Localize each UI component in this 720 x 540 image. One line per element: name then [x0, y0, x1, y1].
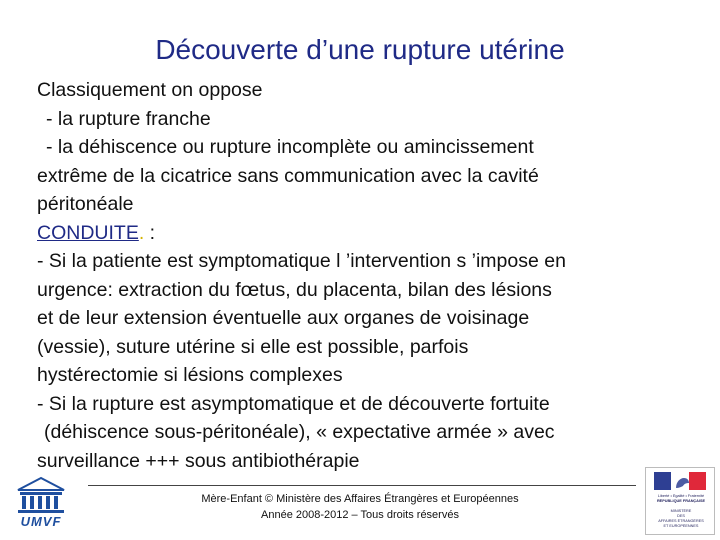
- footer-divider: [88, 485, 636, 486]
- slide-body: [37, 76, 697, 475]
- logo-ministry-line3: AFFAIRES ÉTRANGÈRES: [658, 519, 704, 523]
- columns-icon: [12, 476, 70, 514]
- footer-copyright: Mère-Enfant © Ministère des Affaires Étrangères et Européennes: [201, 493, 519, 505]
- logo-motto: Liberté • Égalité • Fraternité: [657, 494, 705, 498]
- conduite-colon: :: [144, 221, 156, 244]
- conduite-label: CONDUITE: [37, 221, 139, 244]
- body-line: (déhiscence sous-péritonéale), « expectative armée » avec: [44, 421, 555, 443]
- umvf-label: UMVF: [20, 514, 62, 529]
- body-line: péritonéale: [37, 193, 134, 215]
- footer-years: Année 2008-2012 – Tous droits réservés: [261, 509, 459, 521]
- body-line: - Si la rupture est asymptomatique et de découverte fortuite: [37, 392, 550, 415]
- logo-ministry-line1: MINISTÈRE: [670, 509, 692, 513]
- body-line: hystérectomie si lésions complexes: [37, 364, 343, 386]
- marianne-flag-icon: [646, 470, 714, 492]
- body-line: et de leur extension éventuelle aux organes de voisinage: [37, 307, 530, 329]
- conduite-heading: [37, 219, 697, 248]
- body-line: Classiquement on oppose: [37, 79, 263, 101]
- logo-ministry-line4: ET EUROPÉENNES: [663, 524, 699, 528]
- ministry-logo: [645, 467, 715, 535]
- body-line: (vessie), suture utérine si elle est possible, parfois: [37, 335, 469, 358]
- logo-republic: RÉPUBLIQUE FRANÇAISE: [656, 499, 706, 503]
- body-line: extrême de la cicatrice sans communication avec la cavité: [37, 164, 539, 187]
- body-line: - la rupture franche: [46, 107, 211, 130]
- conduite-dot: .: [138, 221, 145, 244]
- umvf-logo: [12, 476, 70, 532]
- body-line: - Si la patiente est symptomatique l ’intervention s ’impose en: [37, 250, 566, 272]
- body-line: surveillance +++ sous antibiothérapie: [37, 449, 360, 472]
- body-line: - la déhiscence ou rupture incomplète ou amincissement: [46, 136, 534, 158]
- slide-title: Découverte d’une rupture utérine: [155, 34, 565, 65]
- body-line: urgence: extraction du fœtus, du placenta, bilan des lésions: [37, 278, 552, 301]
- logo-ministry-line2: DES: [677, 514, 685, 518]
